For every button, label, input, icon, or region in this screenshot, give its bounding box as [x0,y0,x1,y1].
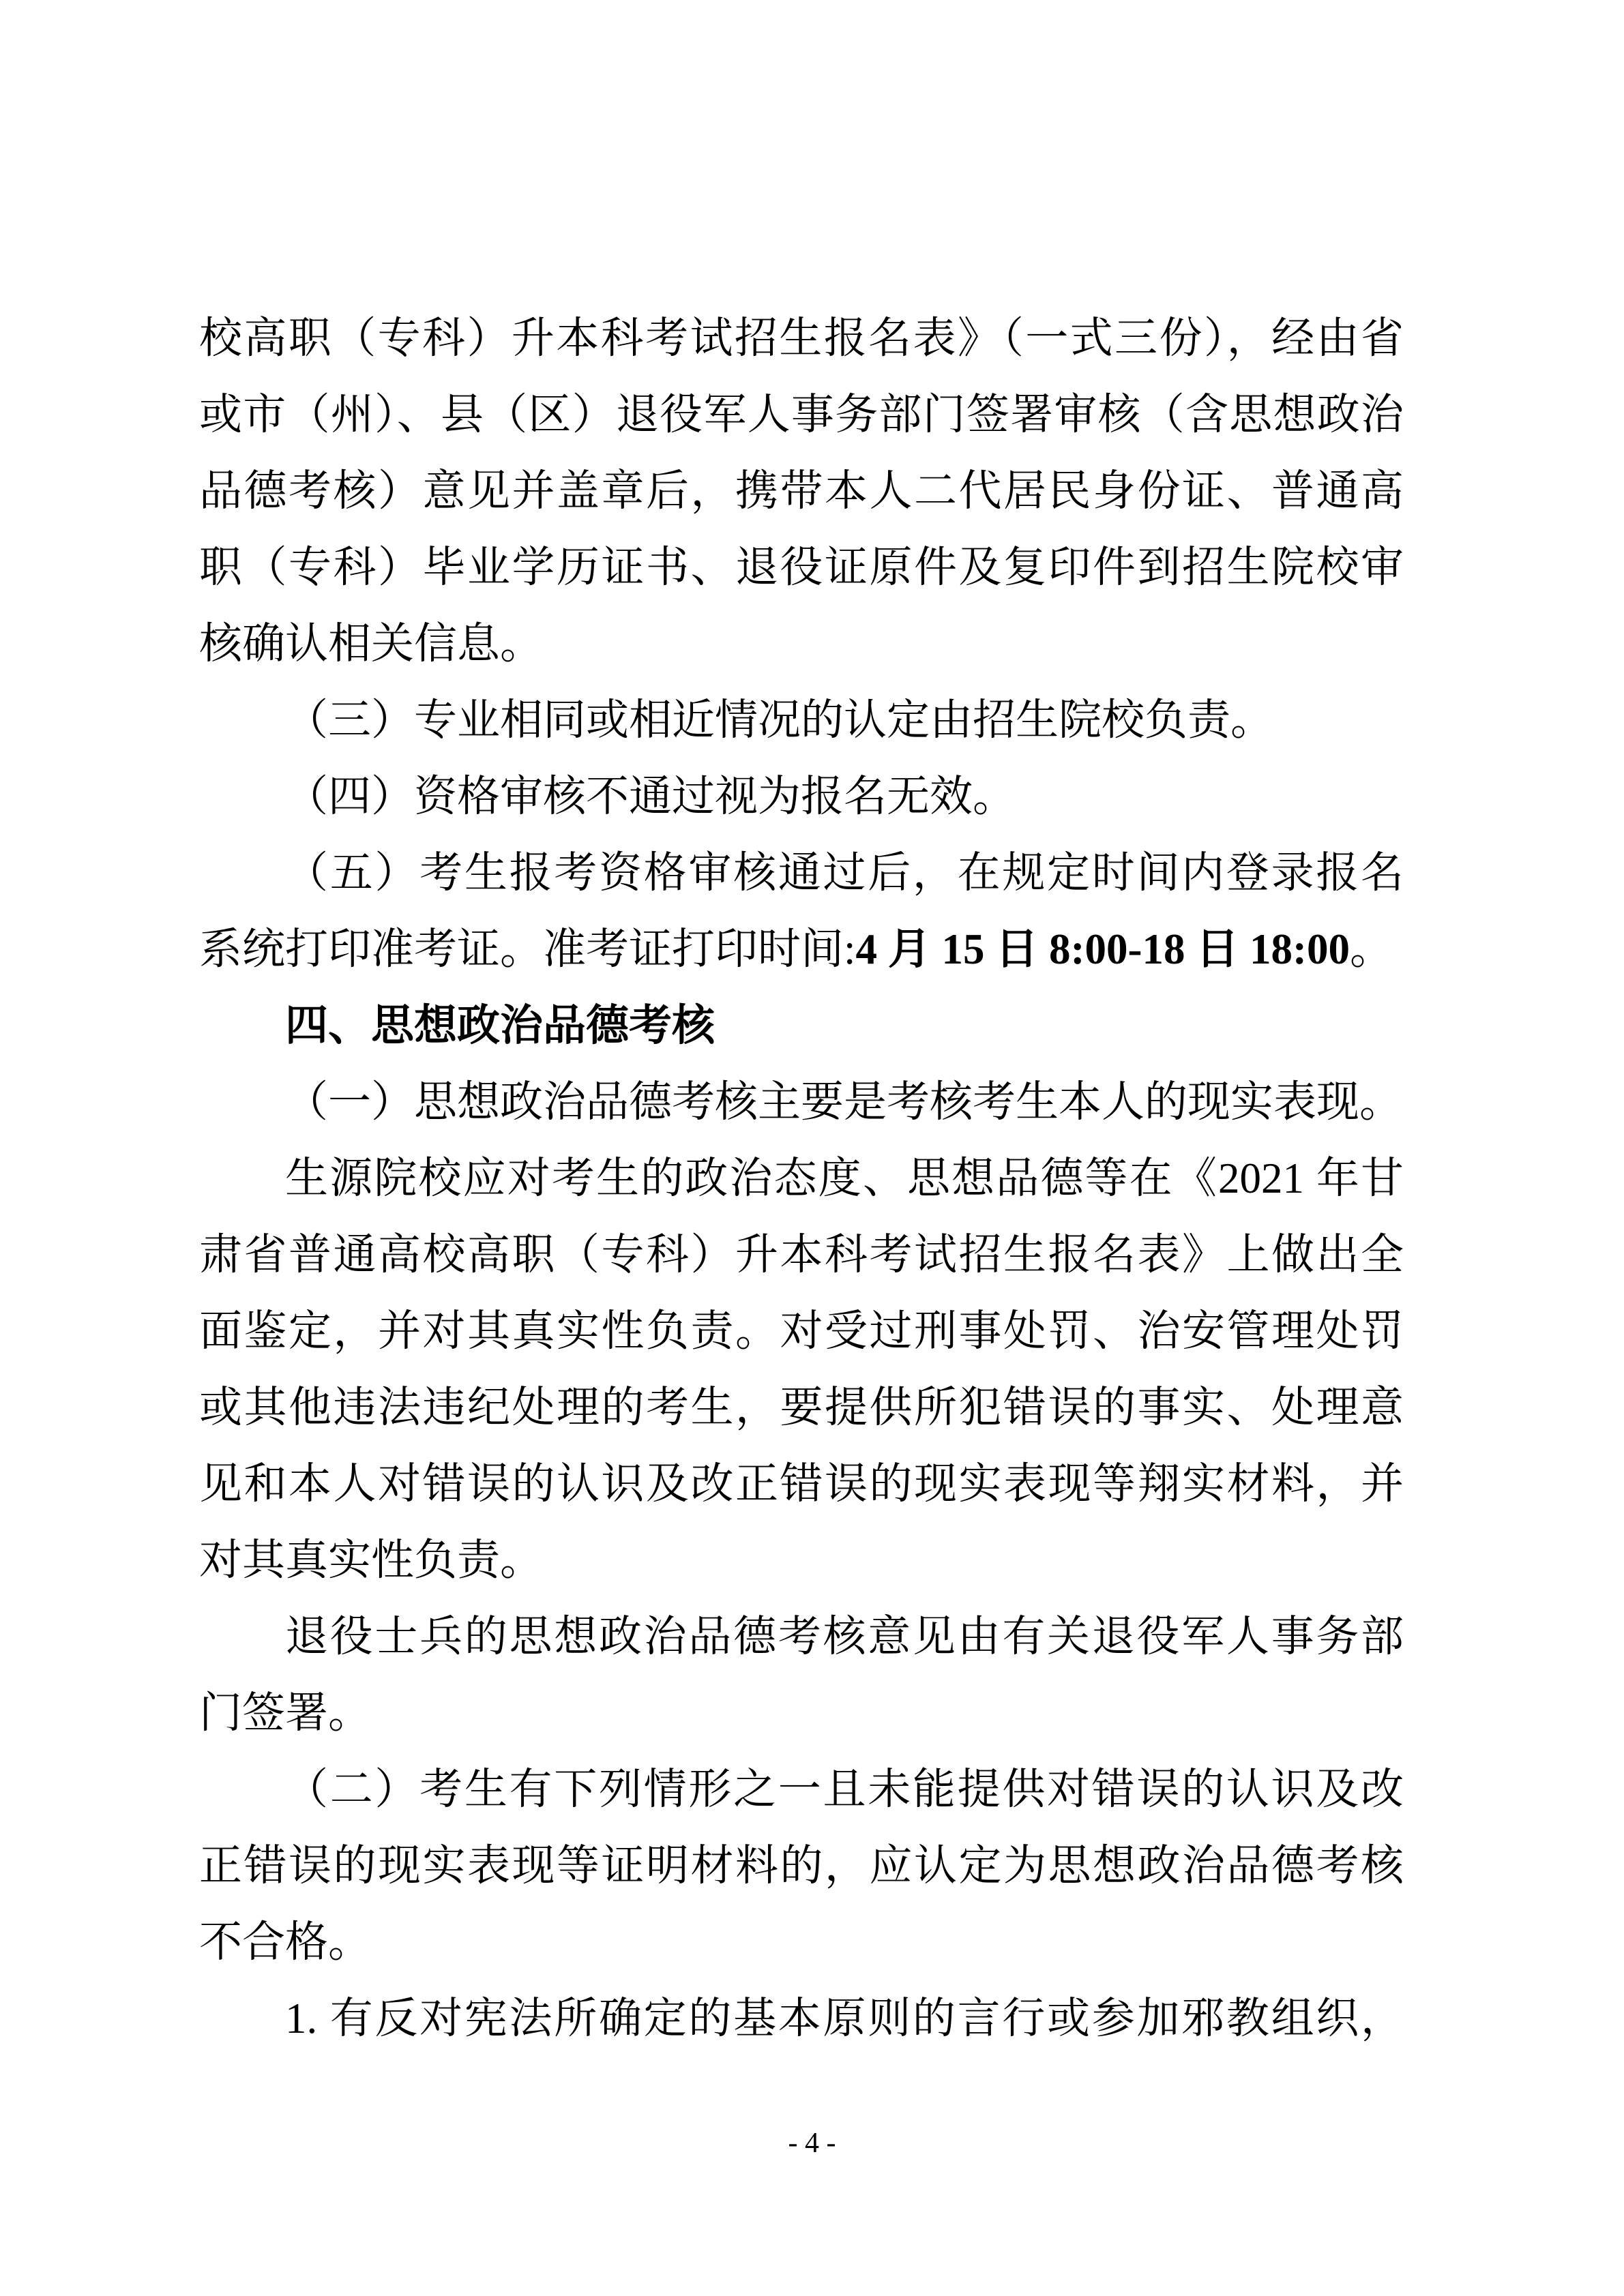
text-line: 核确认相关信息。 [199,620,543,668]
text-line: 四、思想政治品德考核 [285,1002,715,1049]
text-line: 对其真实性负责。 [199,1536,543,1584]
paragraph [199,835,1404,987]
bold-text-segment: 4 月 15 日 8:00-18 日 18:00 [855,925,1350,973]
text-segment: 系统打印准考证。准考证打印时间: [199,925,856,973]
paragraph [199,1980,1404,2057]
text-line: 见和本人对错误的认识及改正错误的现实表现等翔实材料，并 [199,1460,1404,1508]
text-line: 退役士兵的思想政治品德考核意见由有关退役军人事务部 [285,1613,1404,1660]
text-line: 不合格。 [199,1918,371,1966]
paragraph [199,1598,1404,1751]
paragraph [199,300,1404,682]
text-line: 1. 有反对宪法所确定的基本原则的言行或参加邪教组织， [285,1995,1404,2042]
text-line [199,911,1404,987]
text-line: （三）专业相同或相近情况的认定由招生院校负责。 [285,696,1273,744]
text-line: （四）资格审核不通过视为报名无效。 [285,773,1016,820]
document-body [199,300,1404,2057]
text-segment: 。 [1349,925,1393,973]
text-line: 品德考核）意见并盖章后，携带本人二代居民身份证、普通高 [199,467,1404,515]
text-line: 职（专科）毕业学历证书、退役证原件及复印件到招生院校审 [199,543,1404,591]
paragraph [199,1064,1404,1140]
page-number: - 4 - [788,2128,836,2159]
text-line: 门签署。 [199,1689,371,1737]
text-line: 面鉴定，并对其真实性负责。对受过刑事处罚、治安管理处罚 [199,1307,1404,1355]
text-line: 正错误的现实表现等证明材料的，应认定为思想政治品德考核 [199,1842,1404,1890]
text-line: 或其他违法违纪处理的考生，要提供所犯错误的事实、处理意 [199,1384,1404,1431]
section-heading [199,987,1404,1064]
text-line: （二）考生有下列情形之一且未能提供对错误的认识及改 [285,1765,1404,1813]
text-line: 或市（州）、县（区）退役军人事务部门签署审核（含思想政治 [199,391,1404,438]
text-line: （五）考生报考资格审核通过后，在规定时间内登录报名 [285,849,1404,897]
text-line: （一）思想政治品德考核主要是考核考生本人的现实表现。 [285,1078,1402,1126]
text-line: 肃省普通高校高职（专科）升本科考试招生报名表》上做出全 [199,1231,1404,1279]
paragraph [199,758,1404,835]
paragraph [199,682,1404,758]
paragraph [199,1140,1404,1598]
text-line: 校高职（专科）升本科考试招生报名表》（一式三份），经由省 [199,314,1404,362]
paragraph [199,1751,1404,1980]
text-line: 生源院校应对考生的政治态度、思想品德等在《2021 年甘 [285,1154,1404,1202]
